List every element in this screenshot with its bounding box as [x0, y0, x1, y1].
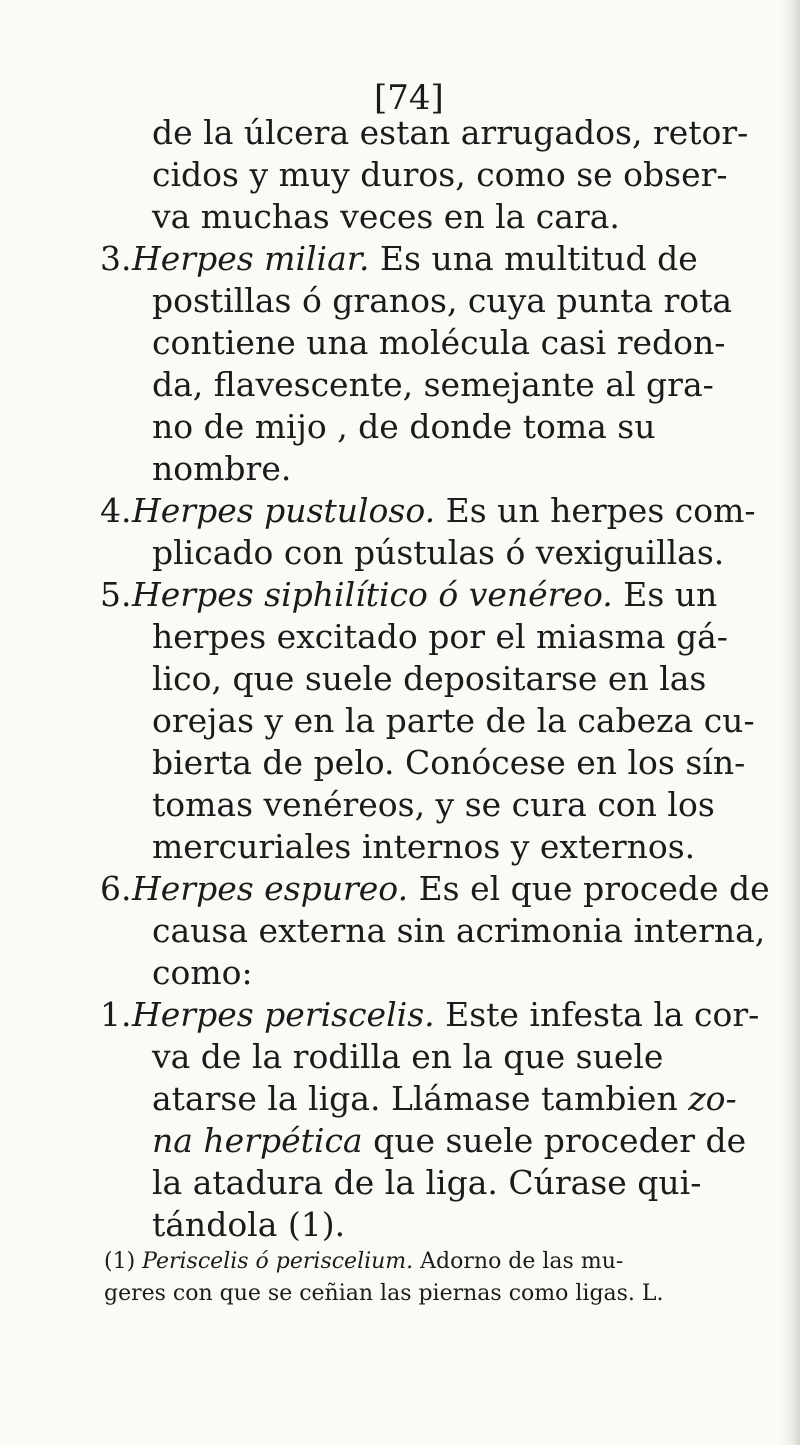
entry-title: Herpes espureo.: [132, 869, 409, 908]
entry-heading-line: 5. Herpes siphilítico ó venéreo. Es un: [100, 575, 718, 614]
entry-number: 3.: [100, 239, 132, 278]
text-line: tomas venéreos, y se cura con los: [152, 785, 715, 824]
entry-title: Herpes siphilítico ó venéreo.: [132, 575, 613, 614]
text-line: la atadura de la liga. Cúrase qui-: [152, 1163, 702, 1202]
page-number: [74]: [374, 78, 444, 118]
text-line: orejas y en la parte de la cabeza cu-: [152, 701, 755, 740]
footnote-term: Periscelis ó periscelium.: [142, 1249, 414, 1274]
text-line: cidos y muy duros, como se obser-: [152, 155, 728, 194]
text-line: lico, que suele depositarse en las: [152, 659, 707, 698]
text-line: tándola (1).: [152, 1205, 346, 1244]
entry-number: 4.: [100, 491, 132, 530]
entry-heading-line: 4. Herpes pustuloso. Es un herpes com-: [100, 491, 756, 530]
footnote-line: (1) Periscelis ó periscelium. Adorno de las mu-: [104, 1249, 624, 1274]
entry-number: 1.: [100, 995, 132, 1034]
footnote-mark: (1): [104, 1249, 136, 1274]
page-edge-shadow: [780, 0, 800, 1445]
text-line: va muchas veces en la cara.: [152, 197, 620, 236]
text-line: postillas ó granos, cuya punta rota: [152, 281, 733, 320]
text-line: va de la rodilla en la que suele: [152, 1037, 664, 1076]
entry-title: Herpes periscelis.: [132, 995, 435, 1034]
footnote-line: geres con que se ceñian las piernas como ligas. L.: [104, 1281, 664, 1306]
entry-heading-line: 3. Herpes miliar. Es una multitud de: [100, 239, 698, 278]
text-line: plicado con pústulas ó vexiguillas.: [152, 533, 725, 572]
text-line: mercuriales internos y externos.: [152, 827, 696, 866]
text-line: de la úlcera estan arrugados, retor-: [152, 113, 749, 152]
entry-title: Herpes pustuloso.: [132, 491, 436, 530]
text-line: na herpética que suele proceder de: [152, 1121, 747, 1160]
text-line: nombre.: [152, 449, 292, 488]
text-line: da, flavescente, semejante al gra-: [152, 365, 714, 404]
main-text: [100, 112, 780, 1246]
footnote: [104, 1246, 780, 1310]
text-line: herpes excitado por el miasma gá-: [152, 617, 728, 656]
text-line: no de mijo , de donde toma su: [152, 407, 656, 446]
entry-heading-line: 6. Herpes espureo. Es el que procede de: [100, 869, 770, 908]
text-line: contiene una molécula casi redon-: [152, 323, 726, 362]
text-line: bierta de pelo. Conócese en los sín-: [152, 743, 746, 782]
entry-heading-line: 1. Herpes periscelis. Este infesta la cor-: [100, 995, 760, 1034]
entry-number: 5.: [100, 575, 132, 614]
text-line: causa externa sin acrimonia interna,: [152, 911, 766, 950]
entry-number: 6.: [100, 869, 132, 908]
text-line: como:: [152, 953, 253, 992]
entry-title: Herpes miliar.: [132, 239, 370, 278]
text-line: atarse la liga. Llámase tambien zo-: [152, 1079, 737, 1118]
